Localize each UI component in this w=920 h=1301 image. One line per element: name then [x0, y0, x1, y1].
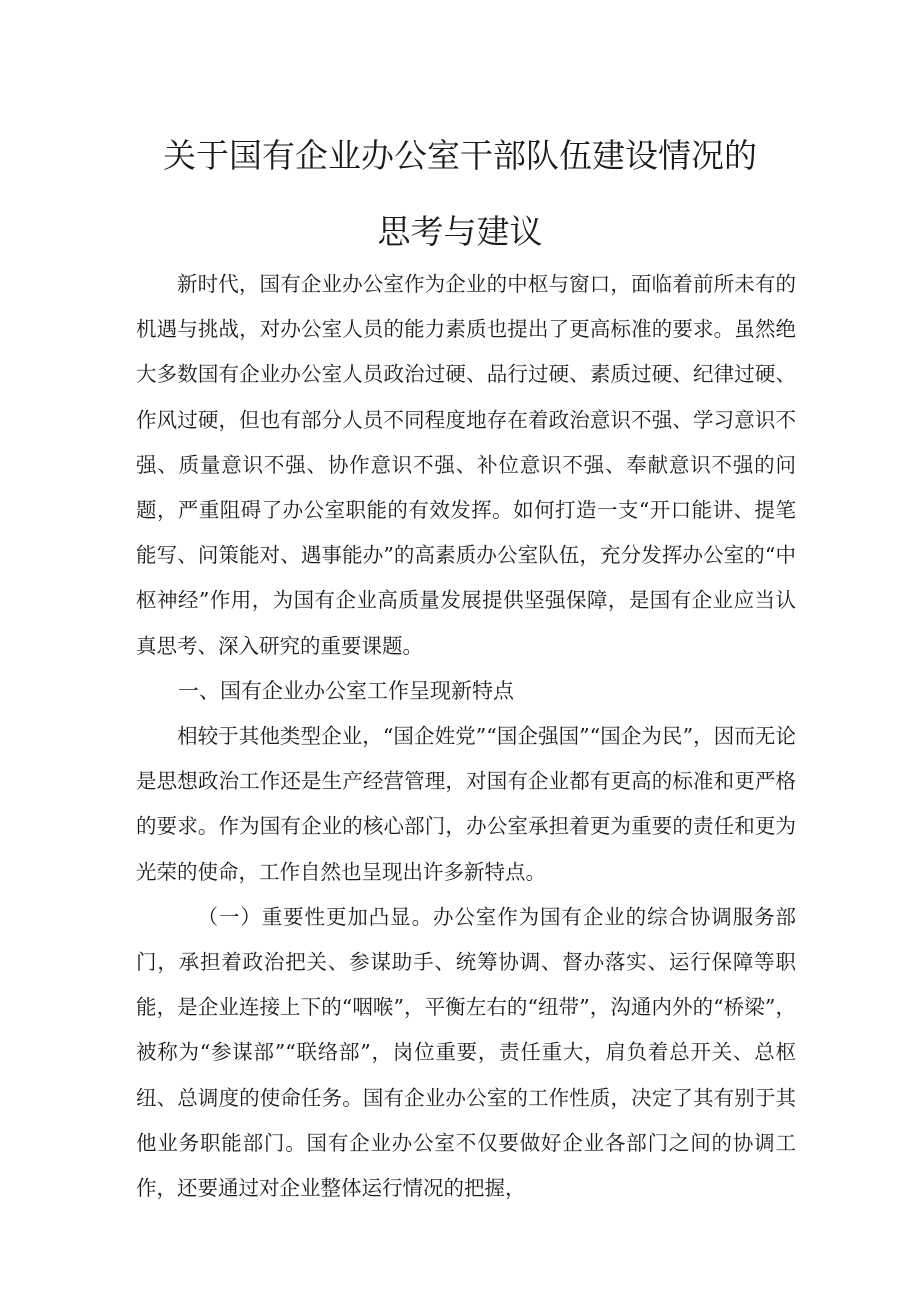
section-1-paragraph: 相较于其他类型企业，“国企姓党”“国企强国”“国企为民”，因而无论是思想政治工作还是生产经营管理，对国有企业都有更高的标准和更严格的要求。作为国有企业的核心部门，办公室承担着更为重要的责任和更为光荣的使命，工作自然也呈现出许多新特点。 — [136, 724, 796, 884]
intro-paragraph: 新时代，国有企业办公室作为企业的中枢与窗口，面临着前所未有的机遇与挑战，对办公室人员的能力素质也提出了更高标准的要求。虽然绝大多数国有企业办公室人员政治过硬、品行过硬、素质过硬、纪律过硬、作风过硬，但也有部分人员不同程度地存在着政治意识不强、学习意识不强、质量意识不强、协作意识不强、补位意识不强、奉献意识不强的问题，严重阻碍了办公室职能的有效发挥。如何打造一支“开口能讲、提笔能写、问策能对、遇事能办”的高素质办公室队伍，充分发挥办公室的“中枢神经”作用，为国有企业高质量发展提供坚强保障，是国有企业应当认真思考、深入研究的重要课题。 — [136, 272, 796, 658]
document-body — [136, 262, 796, 1211]
document-title — [0, 126, 920, 262]
subsection-1-paragraph: （一）重要性更加凸显。办公室作为国有企业的综合协调服务部门，承担着政治把关、参谋助手、统筹协调、督办落实、运行保障等职能，是企业连接上下的“咽喉”，平衡左右的“纽带”，沟通内外的“桥梁”，被称为“参谋部”“联络部”，岗位重要，责任重大，肩负着总开关、总枢纽、总调度的使命任务。国有企业办公室的工作性质，决定了其有别于其他业务职能部门。国有企业办公室不仅要做好企业各部门之间的协调工作，还要通过对企业整体运行情况的把握， — [136, 904, 796, 1201]
section-heading-1: 一、国有企业办公室工作呈现新特点 — [178, 678, 514, 703]
document-title-line-2: 思考与建议 — [377, 212, 543, 251]
document-title-line-1: 关于国有企业办公室干部队伍建设情况的 — [163, 136, 757, 175]
